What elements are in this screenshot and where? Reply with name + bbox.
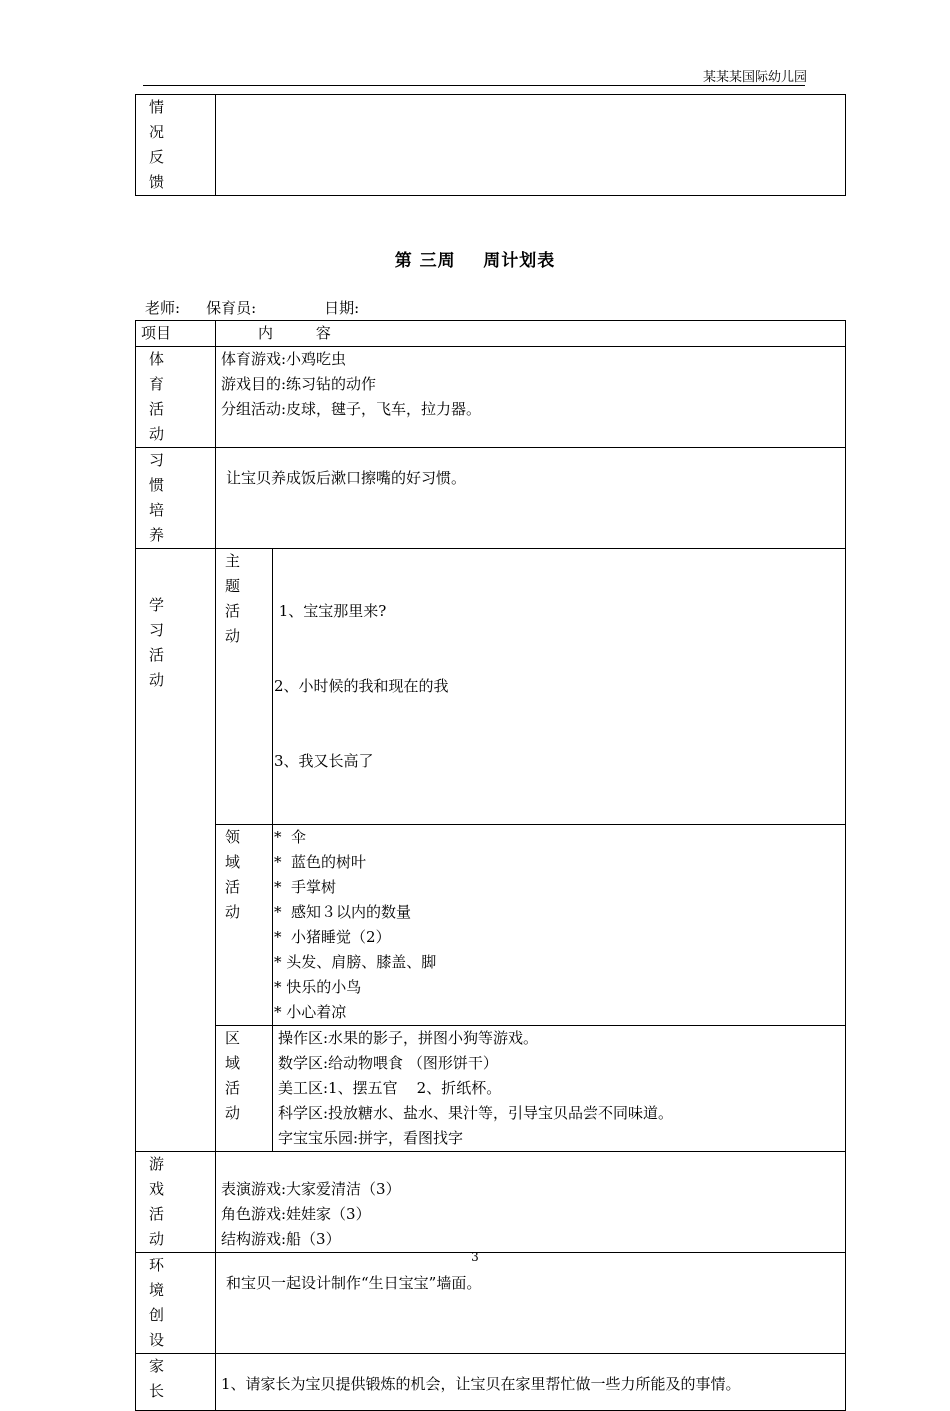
area-content — [273, 1026, 846, 1152]
row-parent — [136, 1354, 846, 1411]
domain-label-char: 领 — [225, 828, 241, 846]
game-label-char: 活 — [149, 1205, 165, 1223]
domain-label-char: 活 — [225, 878, 241, 896]
pe-label — [136, 347, 216, 448]
domain-label — [216, 825, 273, 1026]
row-learning-domain — [136, 825, 846, 1026]
game-label-char: 戏 — [149, 1180, 165, 1198]
parent-label-char: 家 — [149, 1357, 165, 1375]
learning-label-char: 学 — [149, 596, 165, 614]
domain-line: * 蓝色的树叶 — [274, 853, 367, 871]
pe-label-char: 体 — [149, 350, 165, 368]
col-header-content-text: 内 容 — [258, 324, 331, 342]
page-title: 第 三周 周计划表 — [394, 251, 556, 271]
row-env — [136, 1253, 846, 1354]
learning-label-char: 活 — [149, 646, 165, 664]
row-learning-area — [136, 1026, 846, 1152]
weekly-plan-table — [135, 320, 846, 1411]
feedback-label-char: 馈 — [149, 173, 165, 191]
row-pe — [136, 347, 846, 448]
area-label-char: 活 — [225, 1079, 241, 1097]
pe-line: 分组活动:皮球，毽子，飞车，拉力器。 — [221, 400, 482, 418]
header-org-name: 某某某国际幼儿园 — [702, 70, 807, 85]
pe-line: 游戏目的:练习钻的动作 — [221, 375, 377, 393]
env-label-char: 创 — [149, 1306, 165, 1324]
col-header-item-text: 项目 — [141, 324, 172, 342]
area-label-char: 域 — [225, 1054, 241, 1072]
theme-line: 2、小时候的我和现在的我 — [274, 677, 449, 695]
area-label-char: 动 — [225, 1104, 241, 1122]
page-number: 3 — [471, 1250, 479, 1264]
game-line: 角色游戏:娃娃家（3） — [221, 1205, 371, 1223]
env-content — [216, 1253, 846, 1354]
domain-content — [273, 825, 846, 1026]
parent-content — [216, 1354, 846, 1411]
area-line: 操作区:水果的影子，拼图小狗等游戏。 — [278, 1029, 539, 1047]
habit-content — [216, 448, 846, 549]
row-habit — [136, 448, 846, 549]
domain-line: * 伞 — [274, 828, 307, 846]
domain-line: * 快乐的小鸟 — [274, 978, 362, 996]
game-content — [216, 1152, 846, 1253]
area-label-char: 区 — [225, 1029, 241, 1047]
habit-label-char: 培 — [149, 501, 165, 519]
theme-line: 1、宝宝那里来? — [274, 602, 387, 620]
col-header-content — [216, 321, 846, 347]
pe-line: 体育游戏:小鸡吃虫 — [221, 350, 347, 368]
parent-label-char: 长 — [149, 1382, 165, 1400]
domain-label-char: 域 — [225, 853, 241, 871]
env-label — [136, 1253, 216, 1354]
domain-line: * 感知３以内的数量 — [274, 903, 412, 921]
parent-label — [136, 1354, 216, 1411]
theme-label-char: 活 — [225, 602, 241, 620]
pe-label-char: 育 — [149, 375, 165, 393]
learning-label — [136, 549, 216, 1152]
area-line: 字宝宝乐园:拼字，看图找字 — [278, 1129, 464, 1147]
theme-label-char: 动 — [225, 627, 241, 645]
pe-label-char: 活 — [149, 400, 165, 418]
domain-line: * 手掌树 — [274, 878, 337, 896]
theme-content — [273, 549, 846, 825]
habit-label-char: 养 — [149, 526, 165, 544]
theme-label-char: 题 — [225, 577, 241, 595]
row-learning-theme — [136, 549, 846, 825]
feedback-label — [136, 95, 216, 196]
habit-label-char: 惯 — [149, 476, 165, 494]
game-label — [136, 1152, 216, 1253]
feedback-label-char: 情 — [149, 98, 165, 116]
learning-label-char: 习 — [149, 621, 165, 639]
row-game — [136, 1152, 846, 1253]
env-label-char: 环 — [149, 1256, 165, 1274]
domain-line: * 小猪睡觉（2） — [274, 928, 391, 946]
area-label — [216, 1026, 273, 1152]
area-line: 美工区:1、摆五官 2、折纸杯。 — [278, 1079, 502, 1097]
habit-line: 让宝贝养成饭后漱口擦嘴的好习惯。 — [226, 469, 467, 487]
theme-label — [216, 549, 273, 825]
parent-line: 1、请家长为宝贝提供锻炼的机会，让宝贝在家里帮忙做一些力所能及的事情。 — [221, 1375, 741, 1393]
theme-label-char: 主 — [225, 552, 241, 570]
feedback-table — [135, 94, 846, 196]
theme-line: 3、我又长高了 — [274, 752, 374, 770]
feedback-label-char: 况 — [149, 123, 165, 141]
domain-line: * 小心着凉 — [274, 1003, 347, 1021]
game-line: 表演游戏:大家爱清洁（3） — [221, 1180, 401, 1198]
learning-label-char: 动 — [149, 671, 165, 689]
domain-label-char: 动 — [225, 903, 241, 921]
game-line: 结构游戏:船（3） — [221, 1230, 341, 1248]
pe-content — [216, 347, 846, 448]
date-label: 日期: — [324, 299, 360, 317]
habit-label — [136, 448, 216, 549]
header-rule — [143, 85, 805, 86]
env-line: 和宝贝一起设计制作“生日宝宝”墙面。 — [226, 1274, 482, 1292]
area-line: 数学区:给动物喂食 （图形饼干） — [278, 1054, 498, 1072]
env-label-char: 境 — [149, 1281, 165, 1299]
pe-label-char: 动 — [149, 425, 165, 443]
meta-line — [145, 297, 359, 318]
feedback-content — [216, 95, 846, 196]
feedback-label-char: 反 — [149, 148, 165, 166]
habit-label-char: 习 — [149, 451, 165, 469]
env-label-char: 设 — [149, 1331, 165, 1349]
col-header-item — [136, 321, 216, 347]
teacher-label: 老师: — [145, 299, 181, 317]
caregiver-label: 保育员: — [206, 299, 257, 317]
game-label-char: 游 — [149, 1155, 165, 1173]
area-line: 科学区:投放糖水、盐水、果汁等，引导宝贝品尝不同味道。 — [278, 1104, 674, 1122]
game-label-char: 动 — [149, 1230, 165, 1248]
domain-line: * 头发、肩膀、膝盖、脚 — [274, 953, 437, 971]
